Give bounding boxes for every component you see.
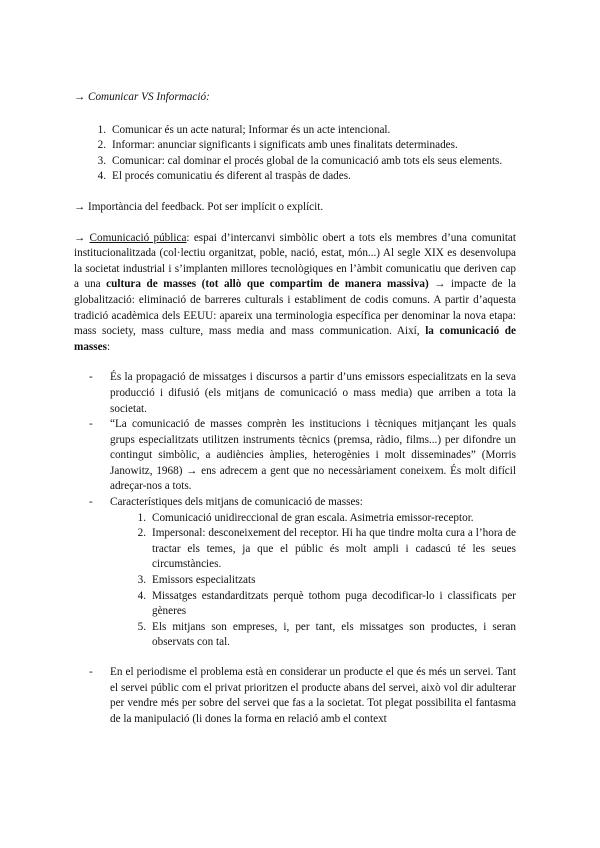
comparison-list bbox=[88, 123, 516, 185]
term-underlined: Comunicació pública bbox=[89, 231, 187, 244]
characteristics-list bbox=[128, 511, 516, 651]
list-item: 3. Emissors especialitzats bbox=[137, 574, 256, 587]
section-heading bbox=[74, 90, 516, 106]
list-item: 2. Impersonal: desconeixement del receptor. Hi ha que tindre molta cura a l’hora de tractar els temes, ja que el públic és molt ampli i cadascú té les seues circumstàncies. bbox=[137, 527, 516, 571]
arrow-glyph: → bbox=[74, 91, 86, 103]
list-item: 2. Informar: anunciar significants i significats amb unes finalitats determinades. bbox=[97, 139, 458, 152]
list-item: 1. Comunicació unidireccional de gran escala. Asimetria emissor-receptor. bbox=[137, 511, 474, 524]
list-item: 3. Comunicar: cal dominar el procés global de la comunicació amb tots els seus elements. bbox=[97, 154, 503, 167]
list-item: - En el periodisme el problema està en considerar un producte el que és més un servei. Tant el servei públic com el privat prioritzen el producte abans del servei, això vol dir adulterar per vendre més per sobre del servei que fas a la societat. Tot plegat possibilita el fantasma de la manipulació (li dones la forma en relació amb el context bbox=[89, 666, 516, 725]
heading-title: Comunicar VS Informació: bbox=[87, 91, 210, 103]
list-item: 4. Missatges estandarditzats perquè tothom puga decodificar-lo i classificats per gèneres bbox=[137, 589, 516, 618]
bold-phrase: cultura de masses (tot allò que compartim de manera massiva) bbox=[106, 278, 429, 291]
list-item: 5. Els mitjans son empreses, i, per tant, els missatges son productes, i seran observats con tal. bbox=[137, 620, 516, 649]
public-communication-paragraph: → Comunicació pública: espai d’intercanvi simbòlic obert a tots els membres d’una comunitat institucionalitzada (col·lectiu organitzat, poble, nació, estat, món...) Al segle XIX es desenvolupa la societat industrial i s’implanten millores tecnològiques en l’àmbit comunicatiu que deriven cap a una cultura de masses (tot allò que compartim de manera massiva) → impacte de la globalització: eliminació de barreres culturals i establiment de codis comuns. A partir d’aquesta tradició acadèmica dels EEUU: apareix una terminologia específica per denominar la nova etapa: mass society, mass culture, mass media and mass communication. Així, la comunicació de masses: bbox=[74, 231, 517, 353]
bullet-list bbox=[74, 370, 516, 727]
list-item: 1. Comunicar és un acte natural; Informar és un acte intencional. bbox=[97, 123, 391, 136]
bold-phrase: la comunicació de masses bbox=[74, 325, 516, 353]
list-item: - Característiques dels mitjans de comunicació de masses: 1. Comunicació unidireccional de gran escala. Asimetria emissor-receptor. 2. Impersonal: desconeixement del receptor. Hi ha que tindre molta cura a l’hora de tractar els temes, ja que el públic és molt ampli i cadascú té les seues circumstàncies. 3. Emissors especialitzats 4. Missatges estandarditzats perquè tothom puga decodificar-lo i classificats per gèneres 5. Els mitjans son empreses, i, per tant, els missatges son productes, i seran observats con tal. bbox=[74, 495, 516, 651]
list-item: 4. El procés comunicatiu és diferent al traspàs de dades. bbox=[97, 170, 351, 183]
feedback-paragraph: → Importància del feedback. Pot ser implícit o explícit. bbox=[74, 200, 324, 213]
list-item: - És la propagació de missatges i discursos a partir d’uns emissors especialitzats en la seva producció i difusió (els mitjans de comunicació o mass media) que arriben a tota la societat. bbox=[89, 371, 516, 415]
list-item: - “La comunicació de masses comprèn les institucions i tècniques mitjançant les quals grups especialitzats utilitzen instruments tècnics (premsa, ràdio, films...) per difondre un contingut simbòlic, a audiències àmplies, heterogènies i molt disseminades” (Morris Janowitz, 1968) → ens adrecem a gent que no necessàriament coneixem. És molt difícil adreçar-nos a tots. bbox=[89, 418, 516, 493]
